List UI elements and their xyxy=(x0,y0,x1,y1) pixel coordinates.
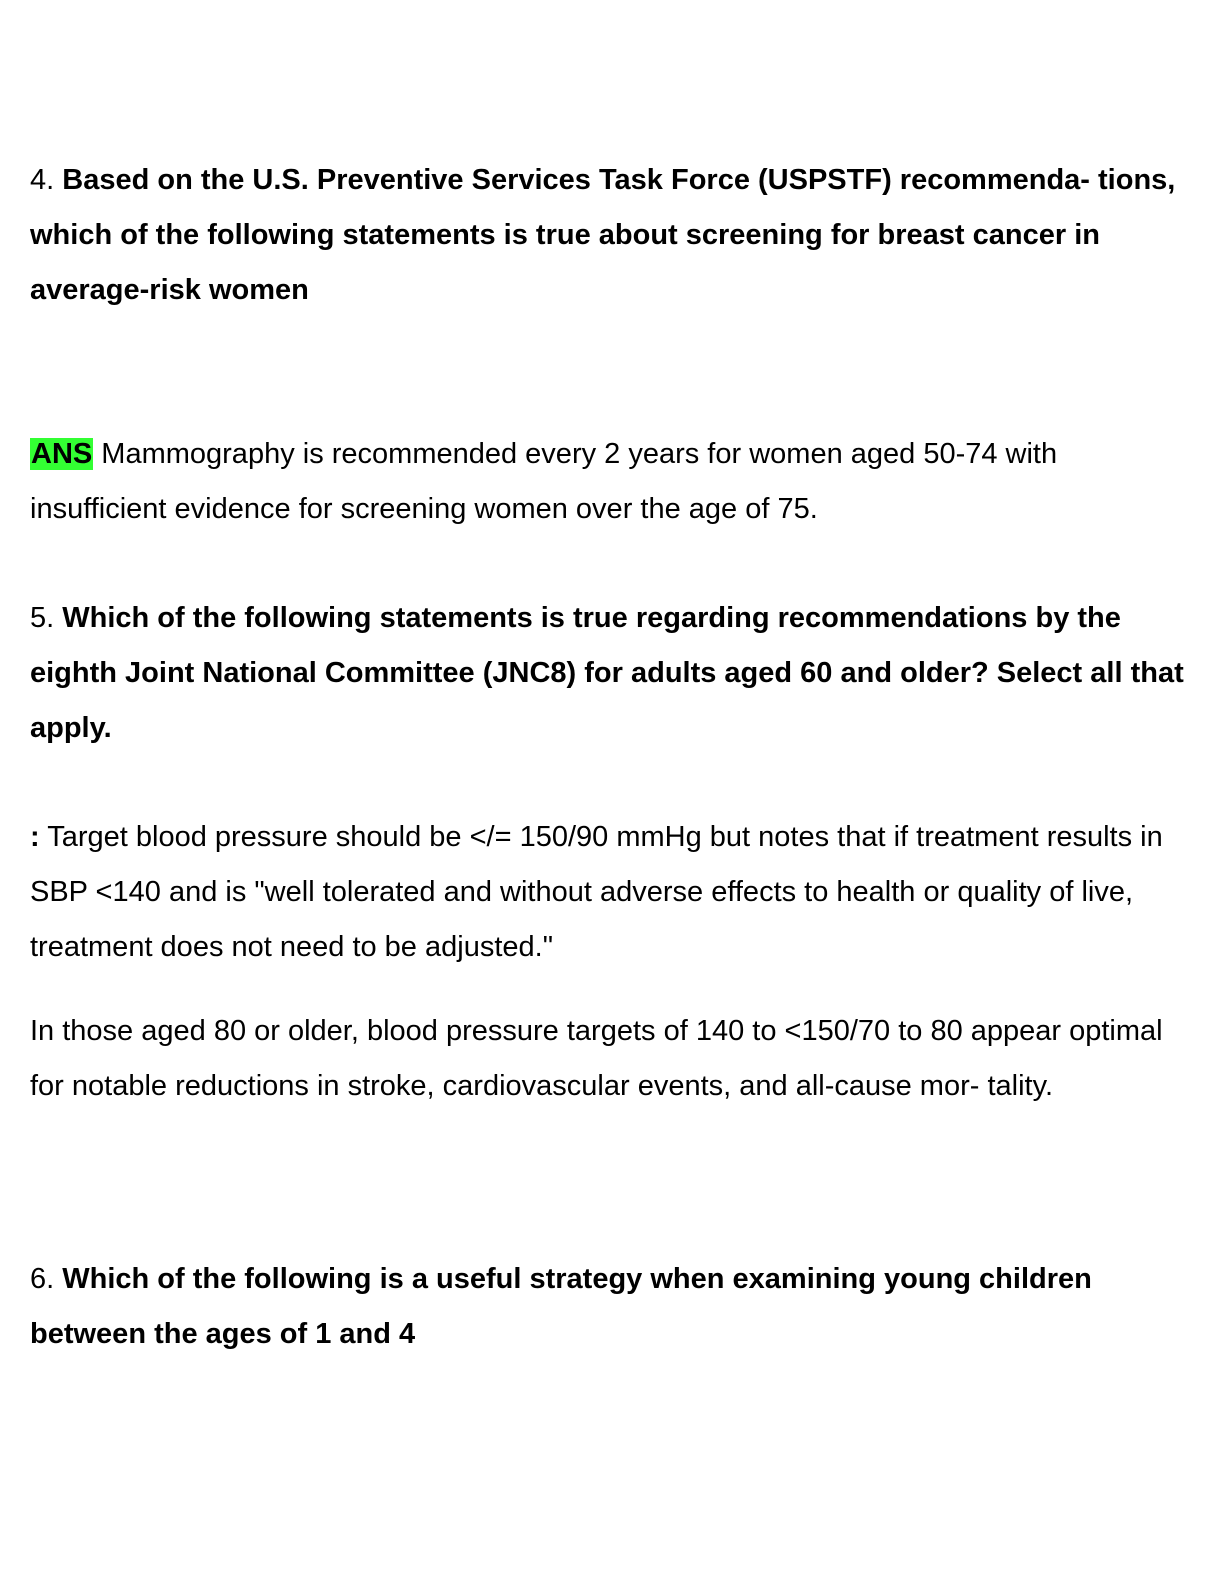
answer-4-tag: ANS xyxy=(31,438,93,470)
question-4-text: Based on the U.S. Preventive Services Task Force (USPSTF) recommenda- tions, which of the following statements is true about screening for breast cancer in average-risk women xyxy=(30,164,1176,306)
answer-5-text-2: In those aged 80 or older, blood pressure targets of 140 to <150/70 to 80 appear optimal for notable reductions in stroke, cardiovascular events, and all-cause mor- tality. xyxy=(30,1015,1163,1102)
question-5-number: 5. xyxy=(30,602,55,634)
question-5 xyxy=(30,591,1200,756)
question-6-number: 6. xyxy=(30,1263,55,1295)
answer-5-continuation xyxy=(30,1004,1200,1114)
question-5-text: Which of the following statements is true regarding recommendations by the eighth Joint National Committee (JNC8) for adults aged 60 and older? Select all that apply. xyxy=(30,602,1184,744)
answer-4-text: Mammography is recommended every 2 years for women aged 50-74 with insufficient evidence for screening women over the age of 75. xyxy=(30,438,1058,525)
question-4-number: 4. xyxy=(30,164,55,196)
answer-5 xyxy=(30,810,1200,975)
answer-4 xyxy=(30,427,1200,537)
question-6 xyxy=(30,1252,1200,1362)
question-6-text: Which of the following is a useful strategy when examining young children between the ages of 1 and 4 xyxy=(30,1263,1092,1350)
answer-5-marker: : xyxy=(30,821,40,853)
answer-5-text: Target blood pressure should be </= 150/90 mmHg but notes that if treatment results in SBP <140 and is "well tolerated and without adverse effects to health or quality of live, treatment does not need to be adjusted." xyxy=(30,821,1163,963)
question-4 xyxy=(30,153,1200,318)
